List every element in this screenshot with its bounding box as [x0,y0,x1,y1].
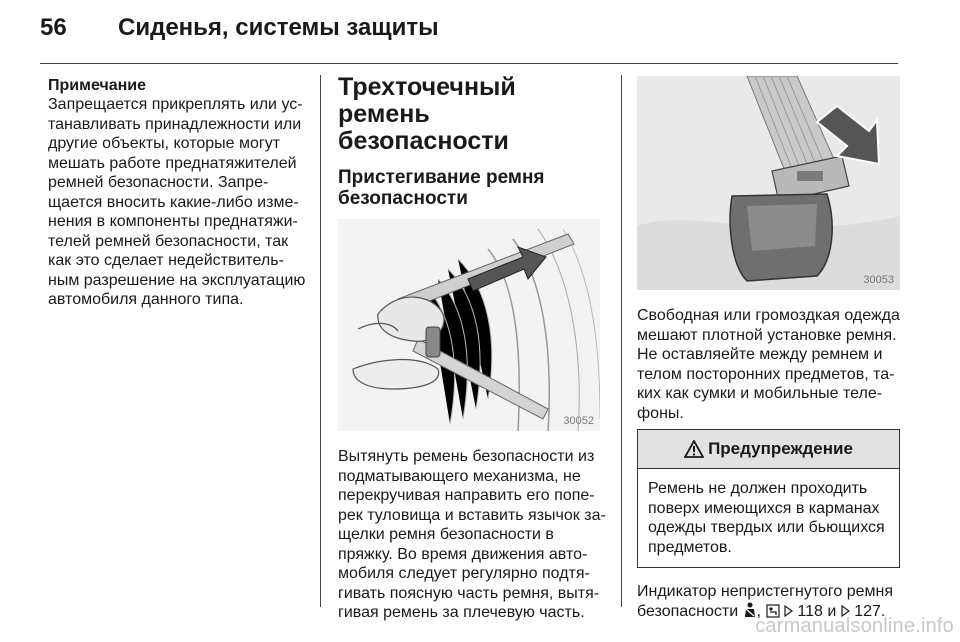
seatbelt-fastening-illustration [338,219,600,431]
column-left [48,76,310,310]
page-number: 56 [40,14,67,41]
watermark: carmanualsonline.info [755,615,954,637]
warning-triangle-icon [684,440,704,458]
column-right [637,76,900,621]
buckle-drawing [637,76,900,290]
clothing-advice-text: Свободная или громоздкая одежда мешают плотной установке ремня. Не оставляейте между ремнем и телом посторонних предметов, та- ких как сумки и мобильные теле- фоны. [637,307,900,422]
warning-text: Ремень не должен проходить поверх имеющихся в карманах одежды твердых или бьющихся предметов. [648,480,885,556]
page-reference-link[interactable]: 118 [797,602,823,620]
chapter-title: Сиденья, системы защиты [118,14,439,41]
figure-number: 30052 [563,415,594,427]
indicator-line-2: безопасности , 118 и 127. [637,602,886,620]
note-title: Примечание [48,77,147,94]
subsection-heading: Пристегивание ремня безопасности [338,167,545,209]
seatbelt-pull-drawing [338,219,600,431]
header-divider [40,63,898,64]
buckle-insertion-illustration [637,76,900,290]
warning-box [637,429,900,568]
page-reference-link[interactable]: 127. [854,602,886,620]
indicator-text: Индикатор непристегнутого ремня [637,583,894,600]
warning-header [638,430,899,469]
indicator-text-mid: безопасности [637,602,739,620]
warning-title: Предупреждение [708,439,853,458]
figure-number: 30053 [863,274,894,286]
page-header [40,14,439,50]
column-divider [320,75,321,607]
column-middle [338,73,606,623]
section-heading: Трехточечный ремень безопасности [338,73,516,155]
reference-conjunction: и [827,602,837,620]
fastening-instructions: Вытянуть ремень безопасности из подматывающего механизма, не перекручивая направить его попе- рек туловища и вставить язычок за- щелки ремня безопасности в пряжку. Во время движения авто- мобиля следует регулярно подтя- гивать поясную часть ремня, вытя- гивая ремень за плечевую часть. [338,448,606,621]
column-divider [621,75,622,607]
note-text: Запрещается прикреплять или ус- танавливать принадлежности или другие объекты, которые могут мешать работе преднатяжителей ремней безопасности. Запре- щается вносить какие-либо изме- нения в компоненты преднатяжи- телей ремней безопасности, так как это сделает недействитель- ным разрешение на эксплуатацию автомобиля данного типа. [48,96,306,308]
